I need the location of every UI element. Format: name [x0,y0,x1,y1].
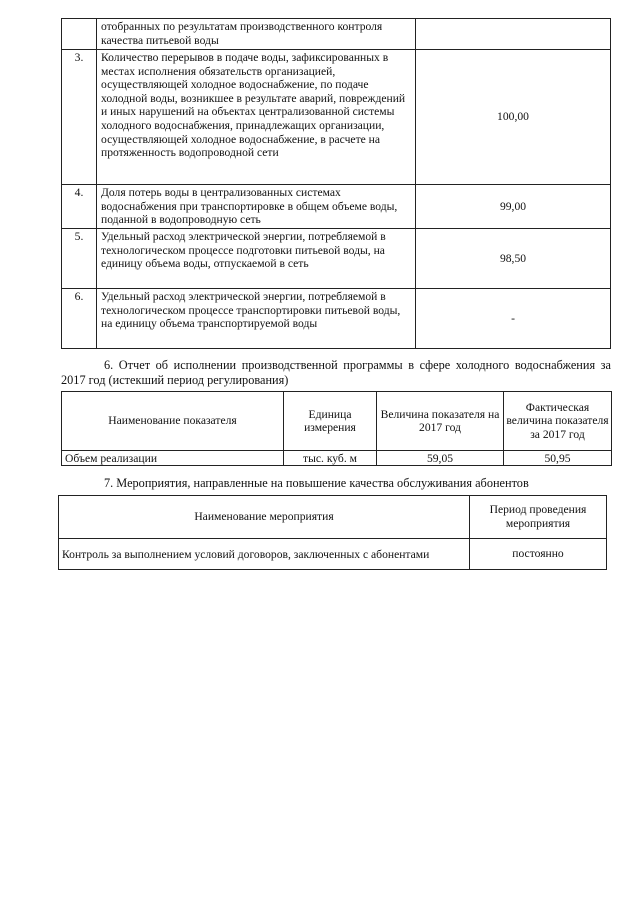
header-measure-name: Наименование мероприятия [59,496,470,539]
table-header-row [59,496,607,539]
table-header-row [62,392,612,451]
header-unit: Единица измерения [284,392,377,451]
measure-name: Контроль за выполнением условий договоров, заключенных с абонентами [59,539,470,570]
production-program-report-table [61,391,612,466]
indicator-name: Количество перерывов в подаче воды, зафиксированных в местах исполнения обязательств организацией, осуществляющей холодное водоснабжение, по подаче холодной воды, возникшее в результате аварий, повреждений и иных нарушений на объектах централизованной системы холодного водоснабжения, принадлежащих организации, осуществляющей холодное водоснабжение, в расчете на протяженность водопроводной сети [97,50,416,185]
row-number: 5. [62,229,97,289]
indicator-name: Доля потерь воды в централизованных системах водоснабжения при транспортировке в общем объеме воды, поданной в водопроводную сеть [97,185,416,229]
row-number [62,19,97,50]
actual-value: 50,95 [504,451,612,466]
service-quality-measures-table [58,495,607,570]
header-period: Период проведения мероприятия [470,496,607,539]
indicator-value: - [416,289,611,349]
header-indicator-name: Наименование показателя [62,392,284,451]
table-row [62,229,611,289]
table-row [62,451,612,466]
measure-period: постоянно [470,539,607,570]
unit: тыс. куб. м [284,451,377,466]
row-number: 3. [62,50,97,185]
table-row [62,19,611,50]
indicator-value: 98,50 [416,229,611,289]
indicator-name: отобранных по результатам производственного контроля качества питьевой воды [97,19,416,50]
header-planned-value: Величина показателя на 2017 год [377,392,504,451]
section-6-heading: 6. Отчет об исполнении производственной программы в сфере холодного водоснабжения за 2017 год (истекший период регулирования) [61,358,611,387]
indicator-name: Удельный расход электрической энергии, потребляемой в технологическом процессе подготовки питьевой воды, на единицу объема воды, отпускаемой в сеть [97,229,416,289]
planned-value: 59,05 [377,451,504,466]
table-row [62,185,611,229]
indicators-table-continued [61,18,611,349]
section-7-heading: 7. Мероприятия, направленные на повышение качества обслуживания абонентов [104,476,529,490]
header-actual-value: Фактическая величина показателя за 2017 год [504,392,612,451]
indicator-name: Объем реализации [62,451,284,466]
row-number: 4. [62,185,97,229]
table-row [62,289,611,349]
indicator-name: Удельный расход электрической энергии, потребляемой в технологическом процессе транспортировки питьевой воды, на единицу объема транспортируемой воды [97,289,416,349]
table-row [62,50,611,185]
indicator-value: 100,00 [416,50,611,185]
table-row [59,539,607,570]
indicator-value [416,19,611,50]
row-number: 6. [62,289,97,349]
indicator-value: 99,00 [416,185,611,229]
